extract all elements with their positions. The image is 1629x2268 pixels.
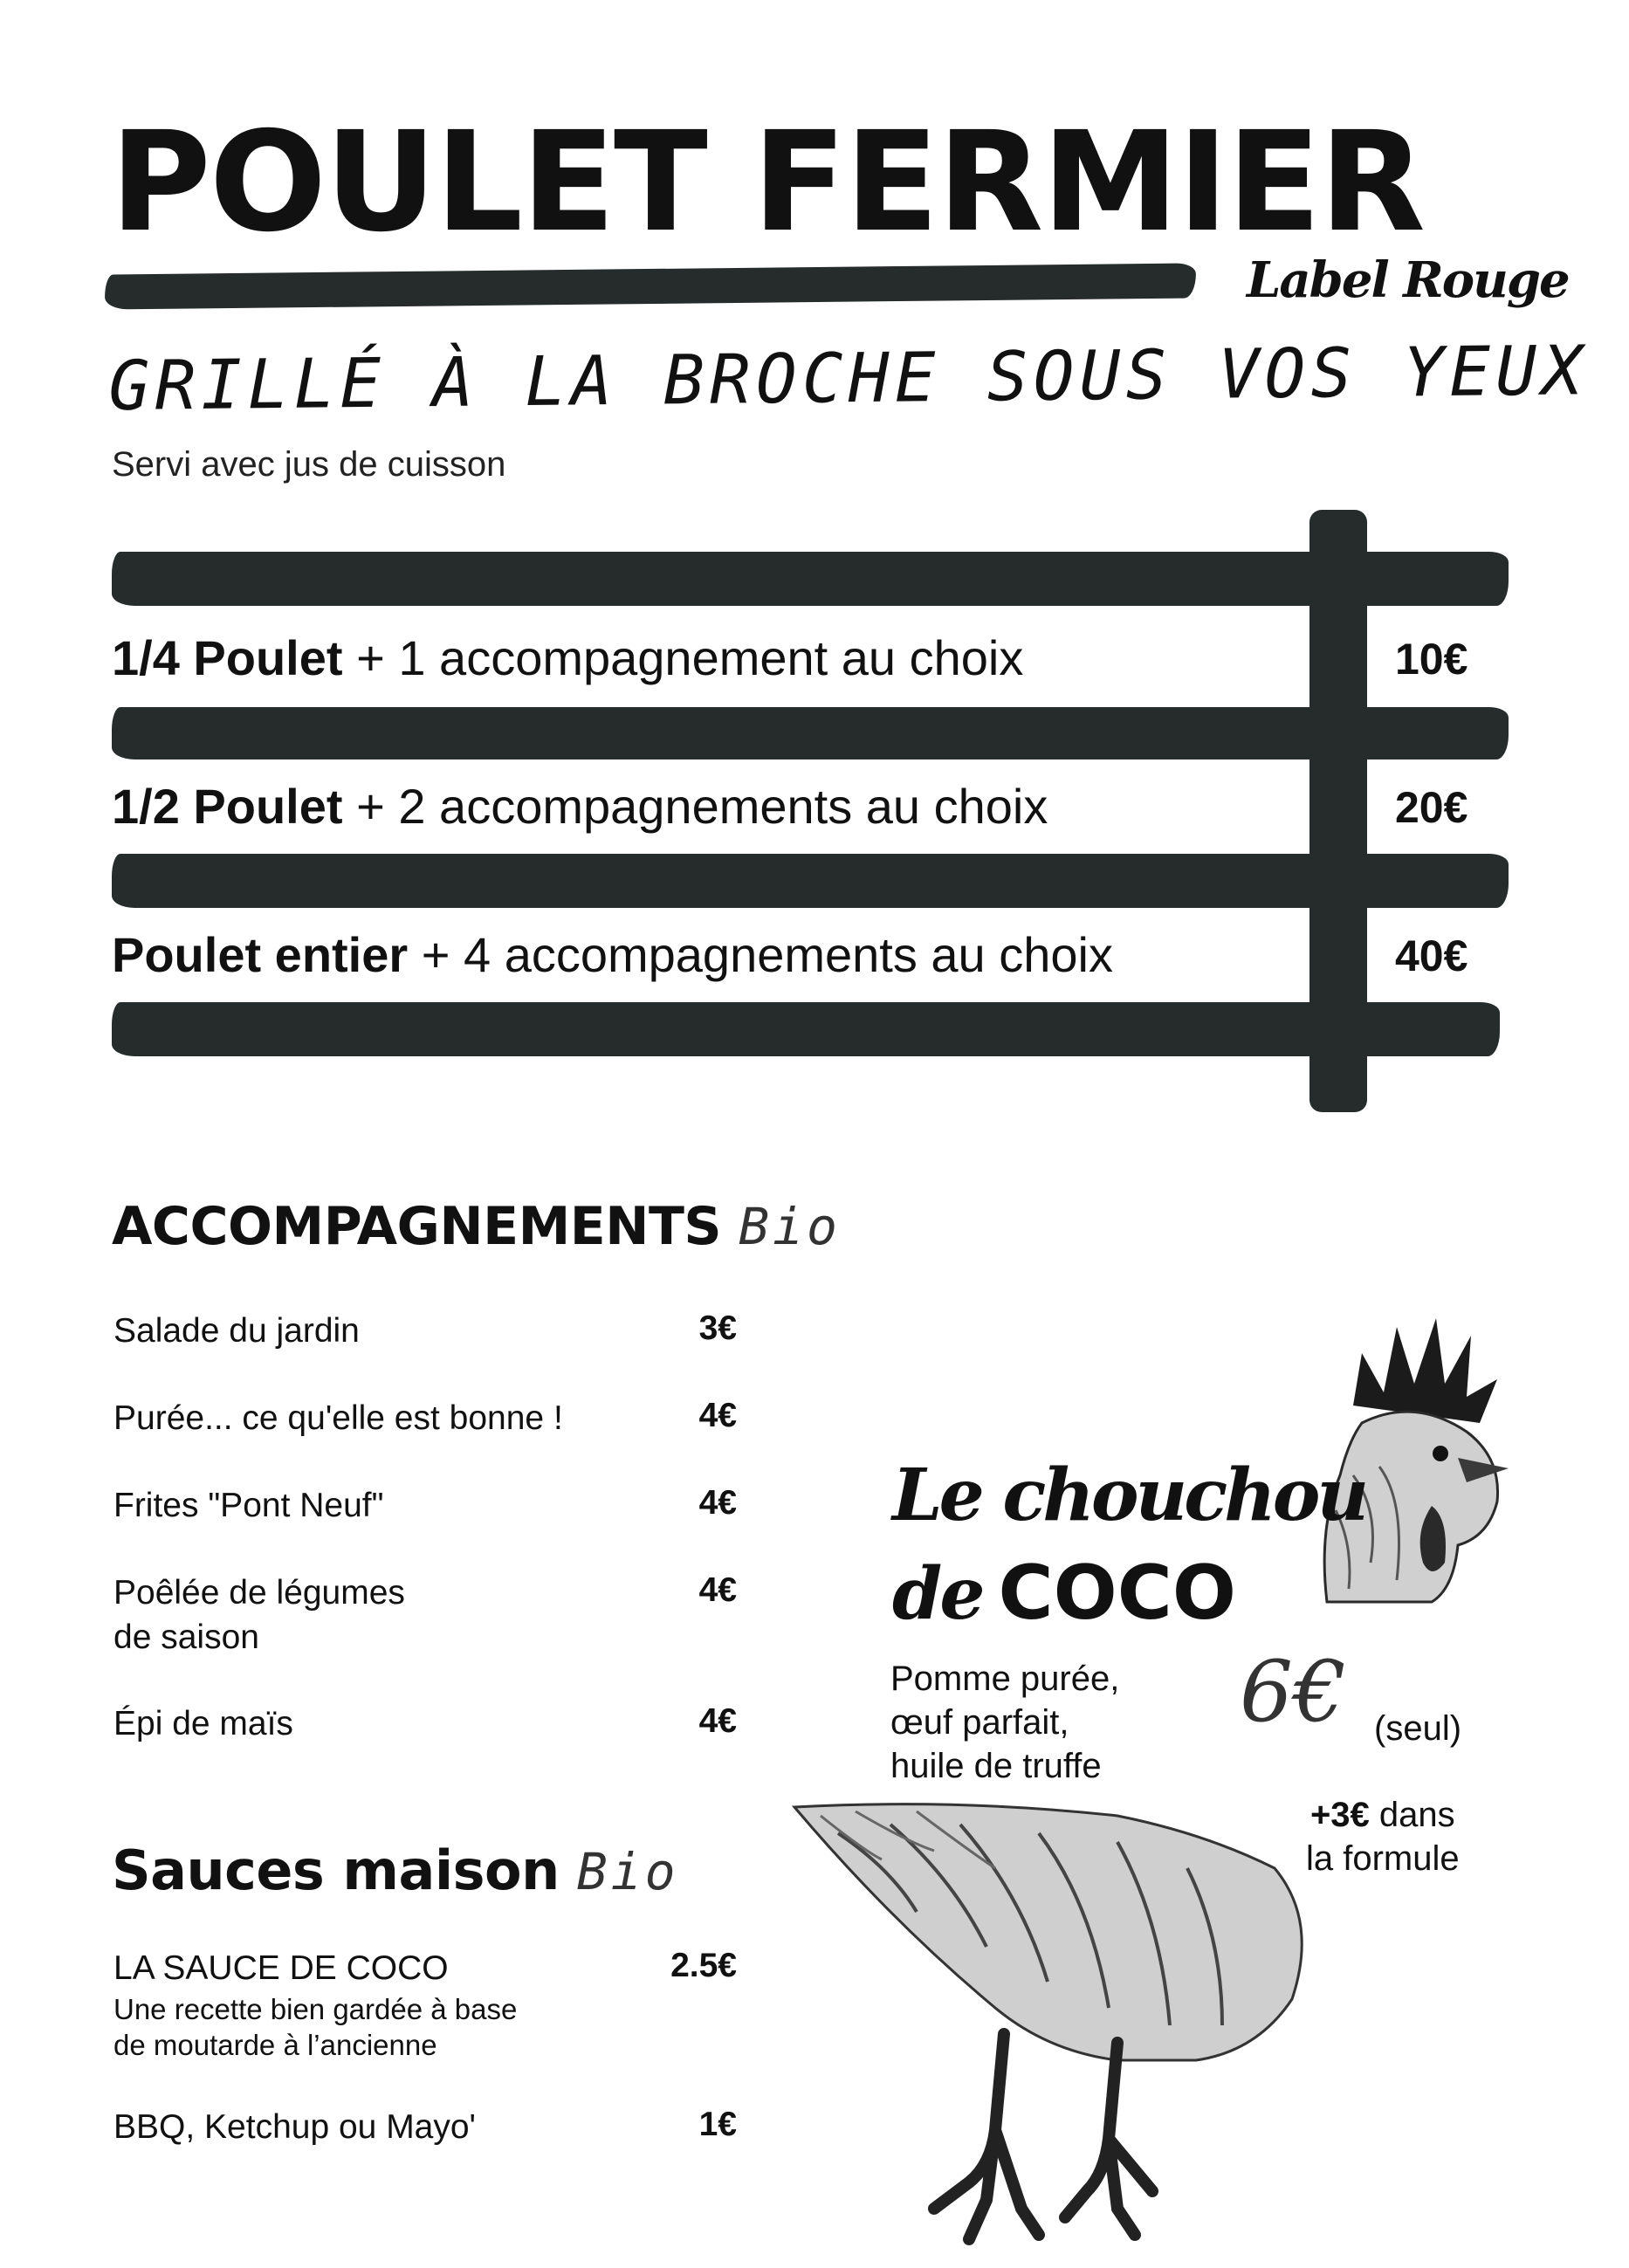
extra-text: la formule [1306, 1839, 1460, 1878]
formula-detail: + 1 accompagnement au choix [356, 630, 1024, 685]
stripe-4 [112, 1002, 1500, 1056]
side-price: 4€ [698, 1397, 737, 1434]
extra-price: +3€ [1309, 1796, 1370, 1834]
accompagnements-title [112, 1196, 841, 1257]
side-item: Épi de maïs [113, 1705, 293, 1742]
special-description [890, 1657, 1119, 1788]
formula-name: 1/4 Poulet [112, 630, 343, 685]
formula-name: 1/2 Poulet [112, 779, 343, 834]
bio-badge: Bio [576, 1842, 679, 1901]
side-item: Salade du jardin [113, 1312, 360, 1350]
stripe-3 [112, 854, 1509, 908]
side-price: 4€ [698, 1702, 737, 1740]
formula-row [112, 630, 1024, 685]
stripe-2 [112, 707, 1509, 759]
special-desc-line: huile de truffe [890, 1747, 1102, 1785]
section-heading: Sauces maison [112, 1838, 560, 1902]
extra-text: dans [1378, 1796, 1455, 1834]
page-title: POULET FERMIER [110, 102, 1424, 263]
bio-badge: Bio [739, 1197, 841, 1256]
formula-detail: + 2 accompagnements au choix [356, 779, 1048, 834]
sauce-item [113, 1947, 517, 2063]
side-item-line: Poêlée de légumes [113, 1574, 405, 1612]
special-title-line2 [892, 1550, 1236, 1637]
formula-price: 40€ [1395, 931, 1468, 980]
side-item-line: de saison [113, 1618, 259, 1656]
formula-row [112, 779, 1048, 834]
side-item: Purée... ce qu'elle est bonne ! [113, 1399, 563, 1437]
special-title-line1: Le chouchou [892, 1454, 1366, 1537]
side-price: 4€ [698, 1484, 737, 1522]
serving-note: Servi avec jus de cuisson [112, 445, 506, 484]
side-item: Frites "Pont Neuf" [113, 1487, 384, 1524]
formula-detail: + 4 accompagnements au choix [421, 927, 1113, 982]
side-price: 4€ [698, 1571, 737, 1609]
sauce-desc: de moutarde à l’ancienne [113, 2028, 437, 2061]
formula-price: 20€ [1395, 783, 1468, 832]
sauce-desc: Une recette bien gardée à base [113, 1992, 518, 2025]
special-price: 6€ [1240, 1643, 1347, 1741]
sauces-title [112, 1838, 679, 1902]
vertical-stripe [1309, 510, 1367, 1112]
formula-price: 10€ [1395, 635, 1468, 684]
side-item [113, 1571, 405, 1660]
title-brush-stroke [105, 263, 1196, 309]
section-heading: ACCOMPAGNEMENTS [112, 1196, 722, 1257]
special-coco: COCO [998, 1550, 1236, 1637]
formula-name: Poulet entier [112, 927, 409, 982]
subtitle: GRILLÉ À LA BROCHE SOUS VOS YEUX [108, 332, 1589, 426]
special-de: de [892, 1552, 983, 1636]
sauce-name: LA SAUCE DE COCO [113, 1949, 449, 1987]
special-price-note: (seul) [1374, 1709, 1462, 1748]
special-extra [1306, 1793, 1460, 1880]
stripe-1 [112, 552, 1509, 606]
formula-row [112, 927, 1113, 982]
rooster-body-illustration [786, 1798, 1327, 2252]
sauce-price: 2.5€ [670, 1947, 737, 1984]
special-desc-line: œuf parfait, [890, 1703, 1069, 1742]
special-desc-line: Pomme purée, [890, 1660, 1120, 1698]
sauce-price: 1€ [698, 2106, 737, 2143]
side-price: 3€ [698, 1309, 737, 1347]
sauce-item: BBQ, Ketchup ou Mayo' [113, 2108, 477, 2146]
label-rouge: Label Rouge [1247, 251, 1569, 309]
